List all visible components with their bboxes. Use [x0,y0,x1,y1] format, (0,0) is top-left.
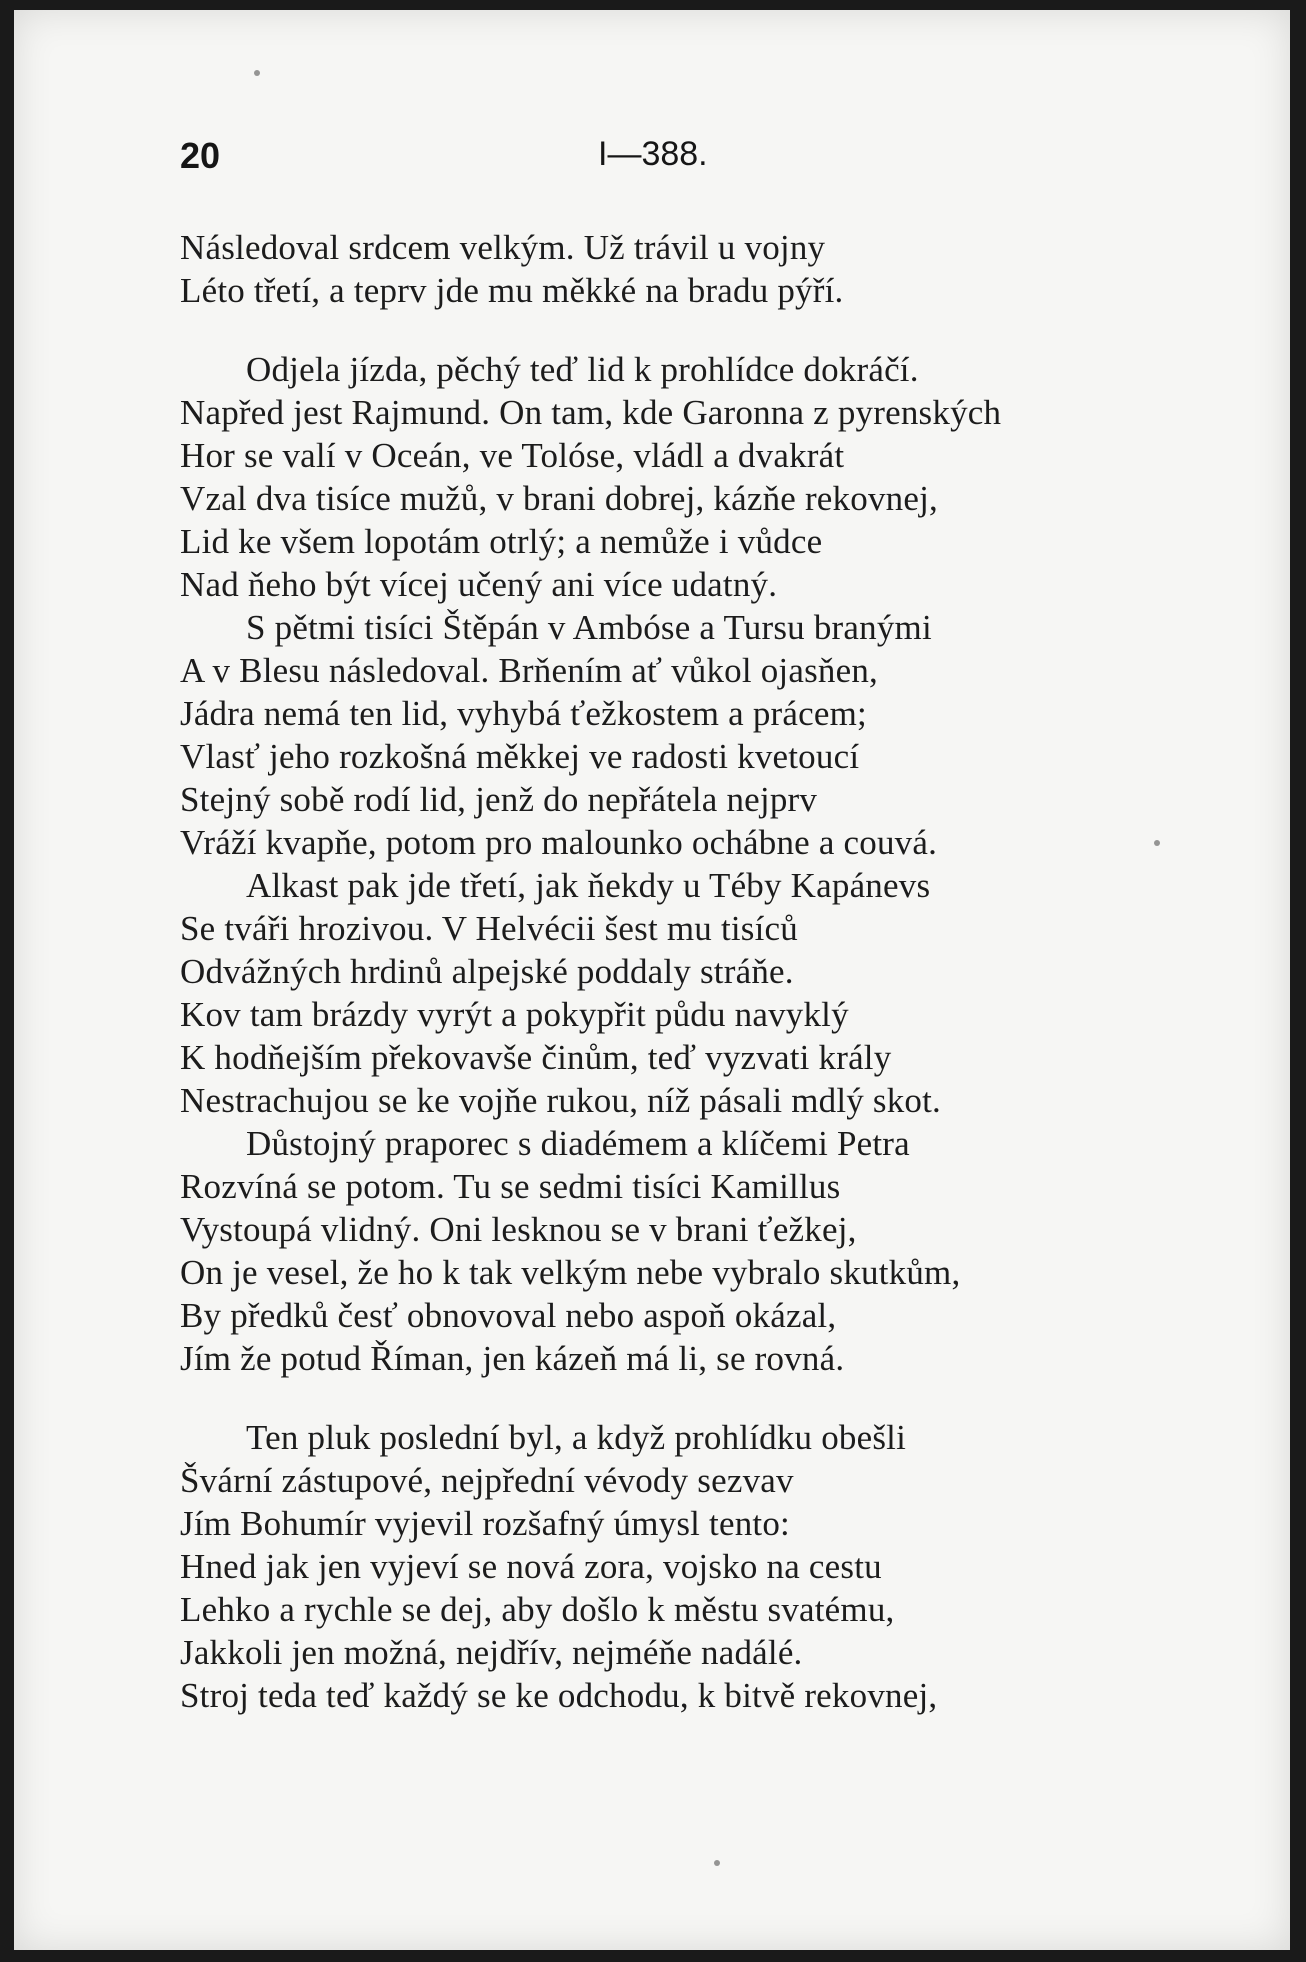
verse-line: On je vesel, že ho k tak velkým nebe vybralo skutkům, [180,1253,961,1292]
verse-line: Nad ňeho být vícej učený ani více udatný. [180,565,778,604]
paper-speck [254,70,260,76]
verse-line: Stroj teda teď každý se ke odchodu, k bitvě rekovnej, [180,1676,938,1715]
verse-line: Stejný sobě rodí lid, jenž do nepřátela nejprv [180,780,818,819]
verse-line: Důstojný praporec s diadémem a klíčemi Petra [246,1124,910,1163]
verse-line: Švární zástupové, nejpřední vévody sezvav [180,1461,794,1500]
verse-line: Ten pluk poslední byl, a když prohlídku obešli [246,1418,906,1457]
verse-line: Jádra nemá ten lid, vyhybá ťežkostem a prácem; [180,694,867,733]
verse-line: A v Blesu následoval. Brňením ať vůkol ojasňen, [180,651,879,690]
verse-line: Hned jak jen vyjeví se nová zora, vojsko na cestu [180,1547,882,1586]
verse-line: Odvážných hrdinů alpejské poddaly stráňe. [180,952,794,991]
printer-signature: I—388. [598,135,708,173]
page-header [14,135,1290,185]
verse-line: By předků česť obnovoval nebo aspoň okázal, [180,1296,837,1335]
stanza-break [180,312,1190,348]
verse-line: Nestrachujou se ke vojňe rukou, níž pásali mdlý skot. [180,1081,941,1120]
verse-line: Vzal dva tisíce mužů, v brani dobrej, kázňe rekovnej, [180,479,938,518]
verse-line: S pětmi tisíci Štěpán v Ambóse a Tursu branými [246,608,932,647]
verse-line: K hodňejším překovavše činům, teď vyzvati krály [180,1038,892,1077]
poem-body [180,226,1190,1717]
paper-speck [1154,840,1160,846]
book-page [14,10,1290,1950]
page-number: 20 [180,135,221,176]
verse-line: Jakkoli jen možná, nejdřív, nejméňe nadálé. [180,1633,803,1672]
verse-line: Léto třetí, a teprv jde mu měkké na bradu pýří. [180,271,844,310]
verse-line: Jím že potud Říman, jen kázeň má li, se rovná. [180,1339,845,1378]
verse-line: Lid ke všem lopotám otrlý; a nemůže i vůdce [180,522,823,561]
verse-line: Vráží kvapňe, potom pro malounko ochábne a couvá. [180,823,938,862]
verse-line: Alkast pak jde třetí, jak ňekdy u Téby Kapánevs [246,866,931,905]
stanza-break [180,1380,1190,1416]
verse-line: Odjela jízda, pěchý teď lid k prohlídce dokráčí. [246,350,919,389]
paper-speck [714,1860,720,1866]
verse-line: Kov tam brázdy vyrýt a pokypřit půdu navyklý [180,995,849,1034]
verse-line: Se tváři hrozivou. V Helvécii šest mu tisíců [180,909,798,948]
verse-line: Lehko a rychle se dej, aby došlo k městu svatému, [180,1590,895,1629]
verse-line: Jím Bohumír vyjevil rozšafný úmysl tento: [180,1504,790,1543]
verse-line: Vlasť jeho rozkošná měkkej ve radosti kvetoucí [180,737,860,776]
verse-line: Napřed jest Rajmund. On tam, kde Garonna z pyrenských [180,393,1002,432]
verse-line: Vystoupá vlidný. Oni lesknou se v brani ťežkej, [180,1210,857,1249]
verse-line: Následoval srdcem velkým. Už trávil u vojny [180,228,826,267]
verse-line: Rozvíná se potom. Tu se sedmi tisíci Kamillus [180,1167,841,1206]
verse-line: Hor se valí v Oceán, ve Tolóse, vládl a dvakrát [180,436,845,475]
